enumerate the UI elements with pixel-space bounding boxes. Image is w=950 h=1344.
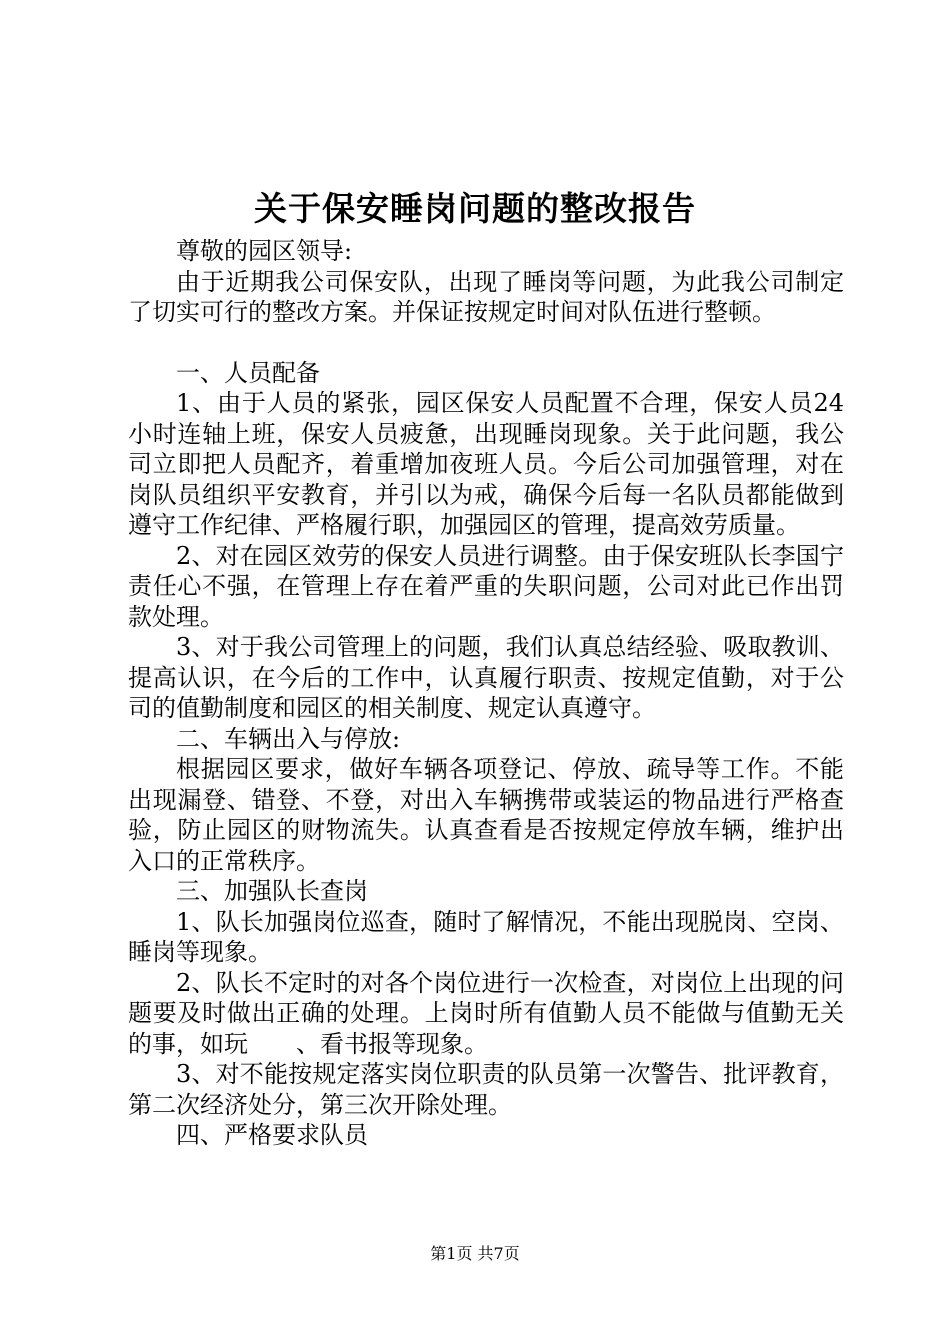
page-footer: 第1页 共7页 (430, 1244, 520, 1263)
intro-paragraph: 由于近期我公司保安队，出现了睡岗等问题，为此我公司制定了切实可行的整改方案。并保证按规定时间对队伍进行整顿。 (128, 267, 844, 326)
salutation: 尊敬的园区领导: (176, 237, 353, 265)
vehicles-paragraph: 根据园区要求，做好车辆各项登记、停放、疏导等工作。不能出现漏登、错登、不登，对出入车辆携带或装运的物品进行严格查验，防止园区的财物流失。认真查看是否按规定停放车辆，维护出入口的正常秩序。 (128, 755, 844, 875)
staffing-item-1: 1、由于人员的紧张，园区保安人员配置不合理，保安人员24小时连轴上班，保安人员疲惫，出现睡岗现象。关于此问题，我公司立即把人员配齐，着重增加夜班人员。今后公司加强管理，对在岗队员组织平安教育，并引以为戒，确保今后每一名队员都能做到遵守工作纪律、严格履行职，加强园区的管理，提高效劳质量。 (128, 389, 844, 539)
section-heading-inspection: 三、加强队长查岗 (176, 877, 368, 905)
inspection-item-2: 2、队长不定时的对各个岗位进行一次检查，对岗位上出现的问题要及时做出正确的处理。上岗时所有值勤人员不能做与值勤无关的事，如玩 、看书报等现象。 (128, 968, 844, 1058)
section-heading-staffing: 一、人员配备 (176, 358, 320, 387)
inspection-item-3: 3、对不能按规定落实岗位职责的队员第一次警告、批评教育，第二次经济处分，第三次开除处理。 (128, 1060, 844, 1119)
document-body (128, 236, 844, 1151)
staffing-item-2: 2、对在园区效劳的保安人员进行调整。由于保安班队长李国宁责任心不强，在管理上存在着严重的失职问题，公司对此已作出罚款处理。 (128, 541, 844, 631)
staffing-item-3: 3、对于我公司管理上的问题，我们认真总结经验、吸取教训、提高认识，在今后的工作中，认真履行职责、按规定值勤，对于公司的值勤制度和园区的相关制度、规定认真遵守。 (128, 633, 844, 722)
document-title: 关于保安睡岗问题的整改报告 (254, 189, 696, 228)
inspection-item-1: 1、队长加强岗位巡查，随时了解情况，不能出现脱岗、空岗、睡岗等现象。 (128, 907, 844, 966)
section-heading-requirements: 四、严格要求队员 (176, 1121, 368, 1149)
section-heading-vehicles: 二、车辆出入与停放: (176, 724, 401, 753)
